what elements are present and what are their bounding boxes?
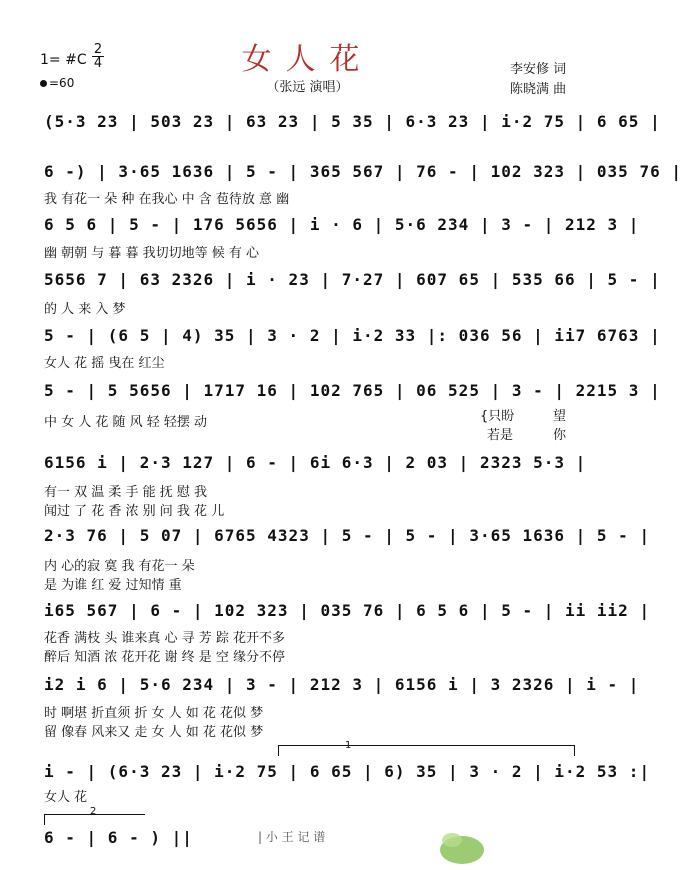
time-bottom: 4 — [93, 56, 103, 71]
composer-credit: 陈晓满 曲 — [510, 82, 567, 97]
score-row-6: 5 - | 5 5656 | 1717 16 | 102 765 | 06 525 | 3 - | 2215 3 | — [44, 381, 661, 400]
lyric-row-8b: 是 为谁 红 爱 过知情 重 — [44, 578, 182, 593]
volta-label-1: 1 — [345, 740, 352, 751]
song-title: 女人花 — [241, 42, 374, 77]
lyric-row-3: 幽 朝朝 与 暮 暮 我切切地等 候 有 心 — [44, 246, 260, 261]
lyric-row-5: 女人 花 摇 曳在 红尘 — [44, 356, 165, 371]
score-row-8: 2·3 76 | 5 07 | 6765 4323 | 5 - | 5 - | 3·65 1636 | 5 - | — [44, 526, 651, 545]
lyric-row-7b: 闻过 了 花 香 浓 别 问 我 花 儿 — [44, 504, 225, 519]
lyric-row-10b: 留 像春 风来又 走 女 人 如 花 花似 梦 — [44, 725, 264, 740]
score-row-1: (5·3 23 | 503 23 | 63 23 | 5 35 | 6·3 23 | i·2 75 | 6 65 | — [44, 112, 661, 131]
bracket-line-1: {只盼 — [480, 409, 515, 424]
volta-label-2: 2 — [90, 806, 97, 817]
tempo-value: =60 — [49, 76, 75, 90]
lyric-row-11: 女人 花 — [44, 790, 88, 805]
volta-bracket-1 — [278, 745, 575, 756]
leaf-decoration-icon — [432, 810, 492, 870]
score-row-3: 6 5 6 | 5 - | 176 5656 | i · 6 | 5·6 234 | 3 - | 212 3 | — [44, 215, 640, 234]
bracket-1-text: 只盼 — [488, 409, 515, 424]
score-row-11: i - | (6·3 23 | i·2 75 | 6 65 | 6) 35 | 3 · 2 | i·2 53 :| — [44, 762, 651, 781]
lyric-row-2: 我 有花一 朵 种 在我心 中 含 苞待放 意 幽 — [44, 192, 290, 207]
transcriber-note: | 小 王 记 谱 — [258, 830, 326, 844]
lyric-row-7a: 有一 双 温 柔 手 能 抚 慰 我 — [44, 485, 208, 500]
score-row-4: 5656 7 | 63 2326 | i · 23 | 7·27 | 607 65 | 535 66 | 5 - | — [44, 270, 661, 289]
quarter-note-icon — [40, 80, 47, 87]
score-row-2: 6 -) | 3·65 1636 | 5 - | 365 567 | 76 - | 102 323 | 035 76 | — [44, 162, 682, 181]
bracket-1-end: 望 — [553, 409, 567, 424]
lyric-row-10a: 时 啊堪 折直须 折 女 人 如 花 花似 梦 — [44, 706, 264, 721]
score-row-9: i65 567 | 6 - | 102 323 | 035 76 | 6 5 6 | 5 - | ii ii2 | — [44, 601, 651, 620]
lyric-row-9b: 醉后 知酒 浓 花开花 谢 终 是 空 缘分不停 — [44, 650, 286, 665]
lyric-row-6: 中 女 人 花 随 风 轻 轻摆 动 — [44, 415, 208, 430]
lyric-row-9a: 花香 满枝 头 谁来真 心 寻 芳 踪 花开不多 — [44, 631, 286, 646]
score-row-7: 6156 i | 2·3 127 | 6 - | 6i 6·3 | 2 03 | 2323 5·3 | — [44, 453, 587, 472]
score-row-12: 6 - | 6 - ) || — [44, 828, 193, 847]
key-signature: 1= #C — [40, 52, 87, 68]
time-top: 2 — [93, 42, 103, 57]
lyricist-credit: 李安修 词 — [510, 62, 567, 77]
bracket-2-end: 你 — [553, 428, 567, 443]
bracket-2-text: 若是 — [487, 428, 514, 443]
score-row-10: i2 i 6 | 5·6 234 | 3 - | 212 3 | 6156 i | 3 2326 | i - | — [44, 675, 640, 694]
lyric-row-8a: 内 心的寂 寞 我 有花一 朵 — [44, 559, 195, 574]
lyric-row-4: 的 人 来 入 梦 — [44, 302, 126, 317]
tempo-marking — [40, 76, 74, 90]
time-signature — [92, 44, 104, 69]
score-row-5: 5 - | (6 5 | 4) 35 | 3 · 2 | i·2 33 |: 036 56 | ii7 6763 | — [44, 326, 661, 345]
singer-credit: （张远 演唱） — [266, 80, 349, 95]
